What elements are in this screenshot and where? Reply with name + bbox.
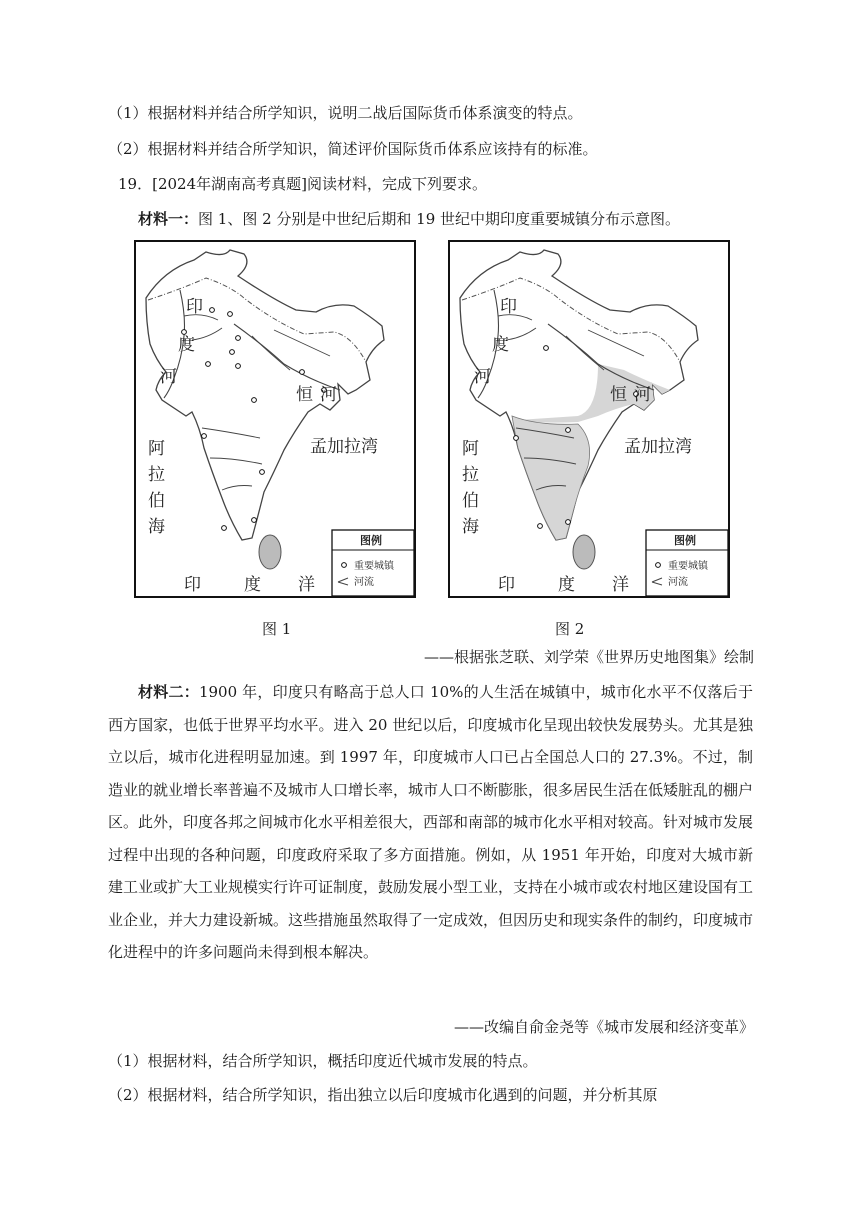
city-marker — [260, 470, 265, 475]
label-yin: 印 — [500, 297, 517, 317]
label-bay: 孟加拉湾 — [310, 437, 378, 457]
material-one-label: 材料一： — [138, 210, 199, 228]
source-citation-1: ——根据张芝联、刘学荣《世界历史地图集》绘制 — [423, 648, 754, 666]
label-du: 度 — [178, 335, 195, 355]
label-hai: 海 — [148, 517, 165, 537]
label-ocean-3: 洋 — [298, 575, 315, 595]
legend-2 — [646, 530, 728, 596]
label-he: 河 — [160, 367, 177, 387]
city-marker — [222, 526, 227, 531]
label-bay: 孟加拉湾 — [624, 437, 692, 457]
question-19-header: 19．[2024年湖南高考真题]阅读材料，完成下列要求。 — [118, 175, 487, 193]
label-ocean-1: 印 — [184, 575, 201, 595]
label-du: 度 — [492, 335, 509, 355]
label-heng: 恒 — [610, 385, 627, 405]
material-two-label: 材料二： — [138, 683, 199, 701]
source-citation-2: ——改编自俞金尧等《城市发展和经济变革》 — [453, 1018, 754, 1036]
map-figure-1 — [134, 240, 416, 598]
legend-title: 图例 — [674, 534, 696, 547]
legend-title: 图例 — [360, 534, 382, 547]
city-marker — [538, 524, 543, 529]
city-marker — [206, 362, 211, 367]
city-marker — [228, 312, 233, 317]
city-marker — [236, 336, 241, 341]
legend-city: 重要城镇 — [668, 561, 708, 572]
label-yin: 印 — [186, 297, 203, 317]
material-one-text: 图 1、图 2 分别是中世纪后期和 19 世纪中期印度重要城镇分布示意图。 — [198, 210, 681, 228]
label-a: 阿 — [148, 439, 165, 459]
legend-river: 河流 — [668, 577, 688, 588]
india-map-2 — [448, 240, 730, 598]
city-marker — [182, 330, 187, 335]
label-a: 阿 — [462, 439, 479, 459]
question-prev-1: （1）根据材料并结合所学知识，说明二战后国际货币体系演变的特点。 — [108, 104, 583, 122]
label-river: 河 — [634, 385, 651, 405]
label-bo: 伯 — [148, 491, 165, 511]
legend-river: 河流 — [354, 577, 374, 588]
city-marker — [236, 364, 241, 369]
label-ocean-2: 度 — [558, 575, 575, 595]
label-he: 河 — [474, 367, 491, 387]
city-marker — [514, 436, 519, 441]
material-two — [108, 676, 753, 969]
map-caption-1: 图 1 — [262, 620, 292, 638]
material-two-text: 1900 年，印度只有略高于总人口 10%的人生活在城镇中，城市化水平不仅落后于西方国家，也低于世界平均水平。进入 20 世纪以后，印度城市化呈现出较快发展势头。尤其是独立以后，城市化进程明显加速。到 1997 年，印度城市人口已占全国总人口的 27.3%。不过，制造业的就业增长率普遍不及城市人口增长率，城市人口不断膨胀，很多居民生活在低矮脏乱的棚户区。此外，印度各邦之间城市化水平相差很大，西部和南部的城市化水平相对较高。针对城市发展过程中出现的各种问题，印度政府采取了多方面措施。例如，从 1951 年开始，印度对大城市新建工业或扩大工业规模实行许可证制度，鼓励发展小型工业，支持在小城市或农村地区建设国有工业企业，并大力建设新城。这些措施虽然取得了一定成效，但因历史和现实条件的制约，印度城市化进程中的许多问题尚未得到根本解决。 — [108, 683, 754, 961]
city-marker — [202, 434, 207, 439]
city-marker — [210, 308, 215, 313]
sub-question-1: （1）根据材料，结合所学知识，概括印度近代城市发展的特点。 — [108, 1052, 538, 1070]
legend-city: 重要城镇 — [354, 561, 394, 572]
city-marker — [544, 346, 549, 351]
city-marker — [230, 350, 235, 355]
label-hai: 海 — [462, 517, 479, 537]
map-caption-2: 图 2 — [555, 620, 585, 638]
city-marker — [300, 370, 305, 375]
label-river: 河 — [320, 385, 337, 405]
legend-1 — [332, 530, 414, 596]
city-marker — [252, 398, 257, 403]
map-figure-2 — [448, 240, 730, 598]
label-la: 拉 — [148, 465, 165, 485]
india-map-1 — [134, 240, 416, 598]
city-marker — [566, 520, 571, 525]
sub-question-2: （2）根据材料，结合所学知识，指出独立以后印度城市化遇到的问题，并分析其原 — [108, 1086, 658, 1104]
material-one — [138, 209, 680, 229]
label-ocean-3: 洋 — [612, 575, 629, 595]
label-ocean-2: 度 — [244, 575, 261, 595]
label-la: 拉 — [462, 465, 479, 485]
label-heng: 恒 — [296, 385, 313, 405]
label-ocean-1: 印 — [498, 575, 515, 595]
city-marker — [566, 428, 571, 433]
city-marker — [252, 518, 257, 523]
question-prev-2: （2）根据材料并结合所学知识，简述评价国际货币体系应该持有的标准。 — [108, 140, 598, 158]
label-bo: 伯 — [462, 491, 479, 511]
